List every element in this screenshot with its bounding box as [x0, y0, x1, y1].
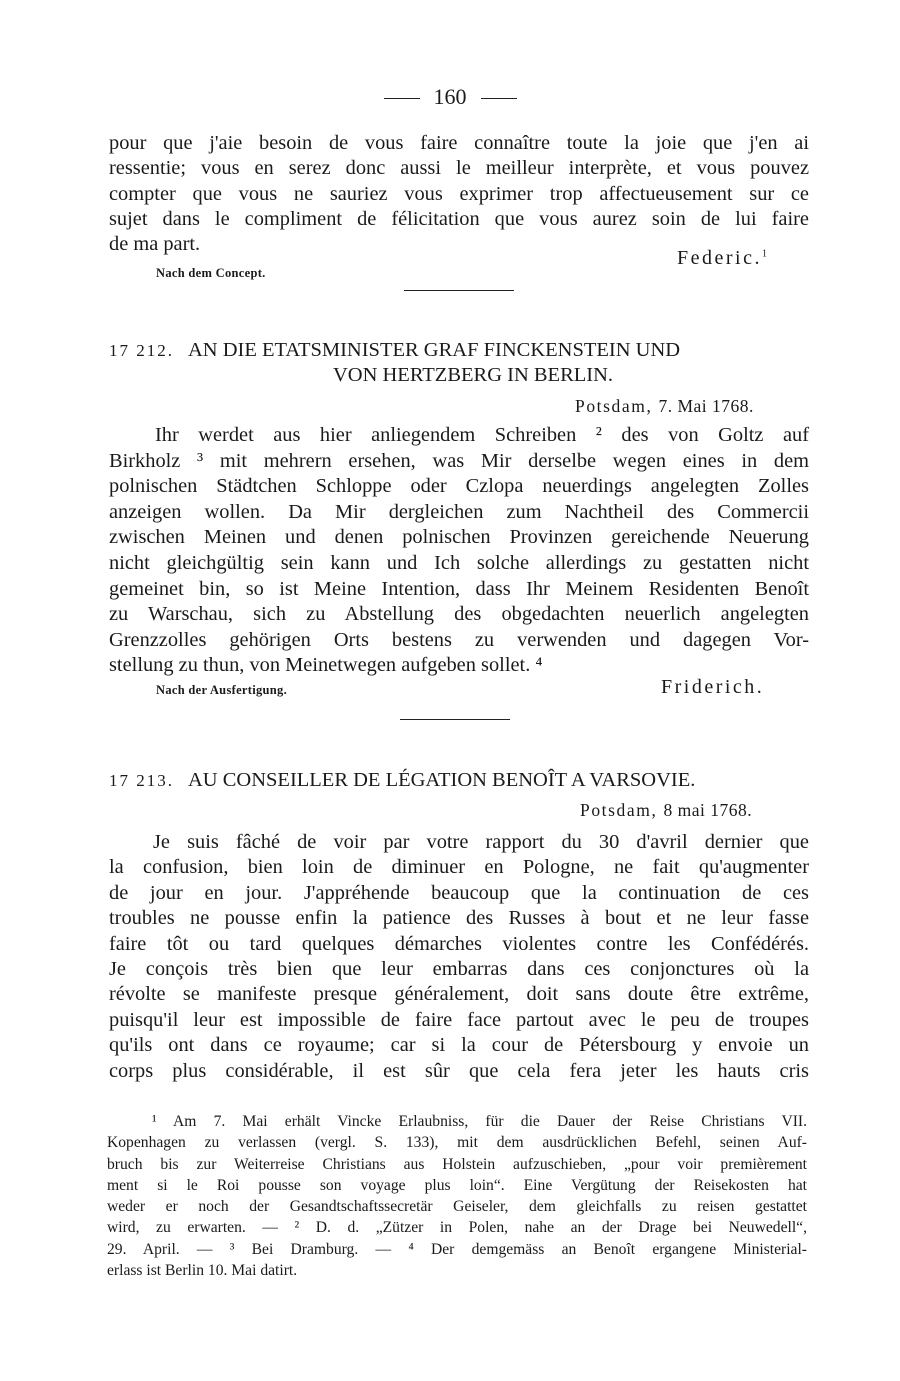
source-note-concept: Nach dem Concept. [156, 266, 266, 280]
signature-friderich: Friderich. [661, 676, 765, 698]
footnote-line: bruch bis zur Weiterreise Christians aus Holstein aufzuschieben, „pour voir premièrement [107, 1155, 807, 1173]
letter-text-17212 [109, 423, 809, 679]
text-line: Je conçois très bien que leur embarras dans ces conjonctures où la [109, 958, 809, 981]
text-line: gemeinet bin, so ist Meine Intention, dass Ihr Meinem Residenten Benoît [109, 577, 809, 600]
text-line: compter que vous ne sauriez vous exprimer trop affectueusement sur ce [109, 182, 809, 205]
letter-text-17213 [109, 830, 809, 1084]
text-line: de ma part. [109, 233, 201, 256]
text-line: Grenzzolles gehörigen Orts bestens zu verwenden und dagegen Vor- [109, 628, 809, 651]
text-line: corps plus considérable, il est sûr que cela fera jeter les hauts cris [109, 1059, 809, 1082]
text-line: de jour en jour. J'appréhende beaucoup que la continuation de ces [109, 881, 809, 904]
text-line: anzeigen wollen. Da Mir dergleichen zum Nachtheil des Commercii [109, 500, 809, 523]
text-line: Birkholz ³ mit mehrern ersehen, was Mir derselbe wegen eines in dem [109, 449, 809, 472]
text-line: stellung zu thun, von Meinetwegen aufgeben sollet. ⁴ [109, 654, 543, 677]
heading-line: AN DIE ETATSMINISTER GRAF FINCKENSTEIN UND [188, 339, 681, 361]
text-line: zwischen Meinen und denen polnischen Provinzen gereichende Neuerung [109, 526, 809, 549]
text-line: faire tôt ou tard quelques démarches violentes contre les Confédérés. [109, 932, 809, 955]
section-divider [400, 719, 510, 720]
text-line: ressentie; vous en serez donc aussi le meilleur interprète, et vous pouvez [109, 157, 809, 180]
signature-federic: Federic.$^1$ [677, 247, 767, 269]
document-number: 17 212. [109, 341, 174, 360]
source-note-ausfertigung: Nach der Ausfertigung. [156, 683, 288, 697]
page-number: 160 [433, 84, 467, 109]
header-dash-left [384, 98, 420, 99]
document-heading-17212 [109, 338, 809, 388]
continued-letter-text [109, 131, 809, 257]
heading-line: VON HERTZBERG IN BERLIN. [332, 364, 614, 386]
text-line: Ihr werdet aus hier anliegendem Schreiben ² des von Goltz auf [155, 424, 809, 446]
text-line: sujet dans le compliment de félicitation que vous aurez soin de lui faire [109, 207, 809, 230]
running-header [0, 84, 900, 110]
footnote-line: ¹ Am 7. Mai erhält Vincke Erlaubniss, für die Dauer der Reise Christians VII. [152, 1113, 807, 1130]
header-dash-right [481, 98, 517, 99]
text-line: pour que j'aie besoin de vous faire connaître toute la joie que j'en ai [109, 132, 809, 154]
footnote-line: Kopenhagen zu verlassen (vergl. S. 133), mit dem ausdrücklichen Befehl, seinen Auf- [107, 1134, 807, 1152]
text-line: puisqu'il leur est impossible de faire face partout avec le peu de troupes [109, 1008, 809, 1031]
text-line: Je suis fâché de voir par votre rapport du 30 d'avril dernier que [153, 831, 809, 853]
text-line: troubles ne pousse enfin la patience des Russes à bout et ne leur fasse [109, 907, 809, 930]
document-heading-17213 [109, 768, 809, 793]
footnote-line: weder er noch der Gesandtschaftssecretär Geiseler, dem gleichfalls zu reisen gestattet [107, 1198, 807, 1216]
footnotes [107, 1111, 807, 1281]
footnote-line: erlass ist Berlin 10. Mai datirt. [107, 1262, 298, 1280]
text-line: polnischen Städtchen Schloppe oder Czlopa neuerdings angelegten Zolles [109, 475, 809, 498]
text-line: révolte se manifeste presque généralement, doit sans doute être extrême, [109, 983, 809, 1006]
text-line: zu Warschau, sich zu Abstellung des obgedachten neuerlich angelegten [109, 603, 809, 626]
footnote-line: 29. April. — ³ Bei Dramburg. — ⁴ Der demgemäss an Benoît ergangene Ministerial- [107, 1240, 807, 1258]
text-line: nicht gleichgültig sein kann und Ich solche allerdings zu gestatten nicht [109, 551, 809, 574]
text-line: la confusion, bien loin de diminuer en Pologne, ne fait qu'augmenter [109, 856, 809, 879]
heading-line: AU CONSEILLER DE LÉGATION BENOÎT A VARSOVIE. [188, 769, 696, 791]
footnote-line: wird, zu erwarten. — ² D. d. „Zützer in Polen, nahe an der Drage bei Neuwedell“, [107, 1219, 807, 1237]
footnote-line: ment si le Roi pousse son voyage plus loin“. Eine Vergütung der Reisekosten hat [107, 1176, 807, 1194]
dateline-17212: Potsdam, 7. Mai 1768. [575, 396, 754, 416]
document-number: 17 213. [109, 771, 174, 790]
dateline-17213: Potsdam, 8 mai 1768. [580, 800, 753, 820]
section-divider [404, 290, 514, 291]
text-line: qu'ils ont dans ce royaume; car si la cour de Pétersbourg y envoie un [109, 1034, 809, 1057]
